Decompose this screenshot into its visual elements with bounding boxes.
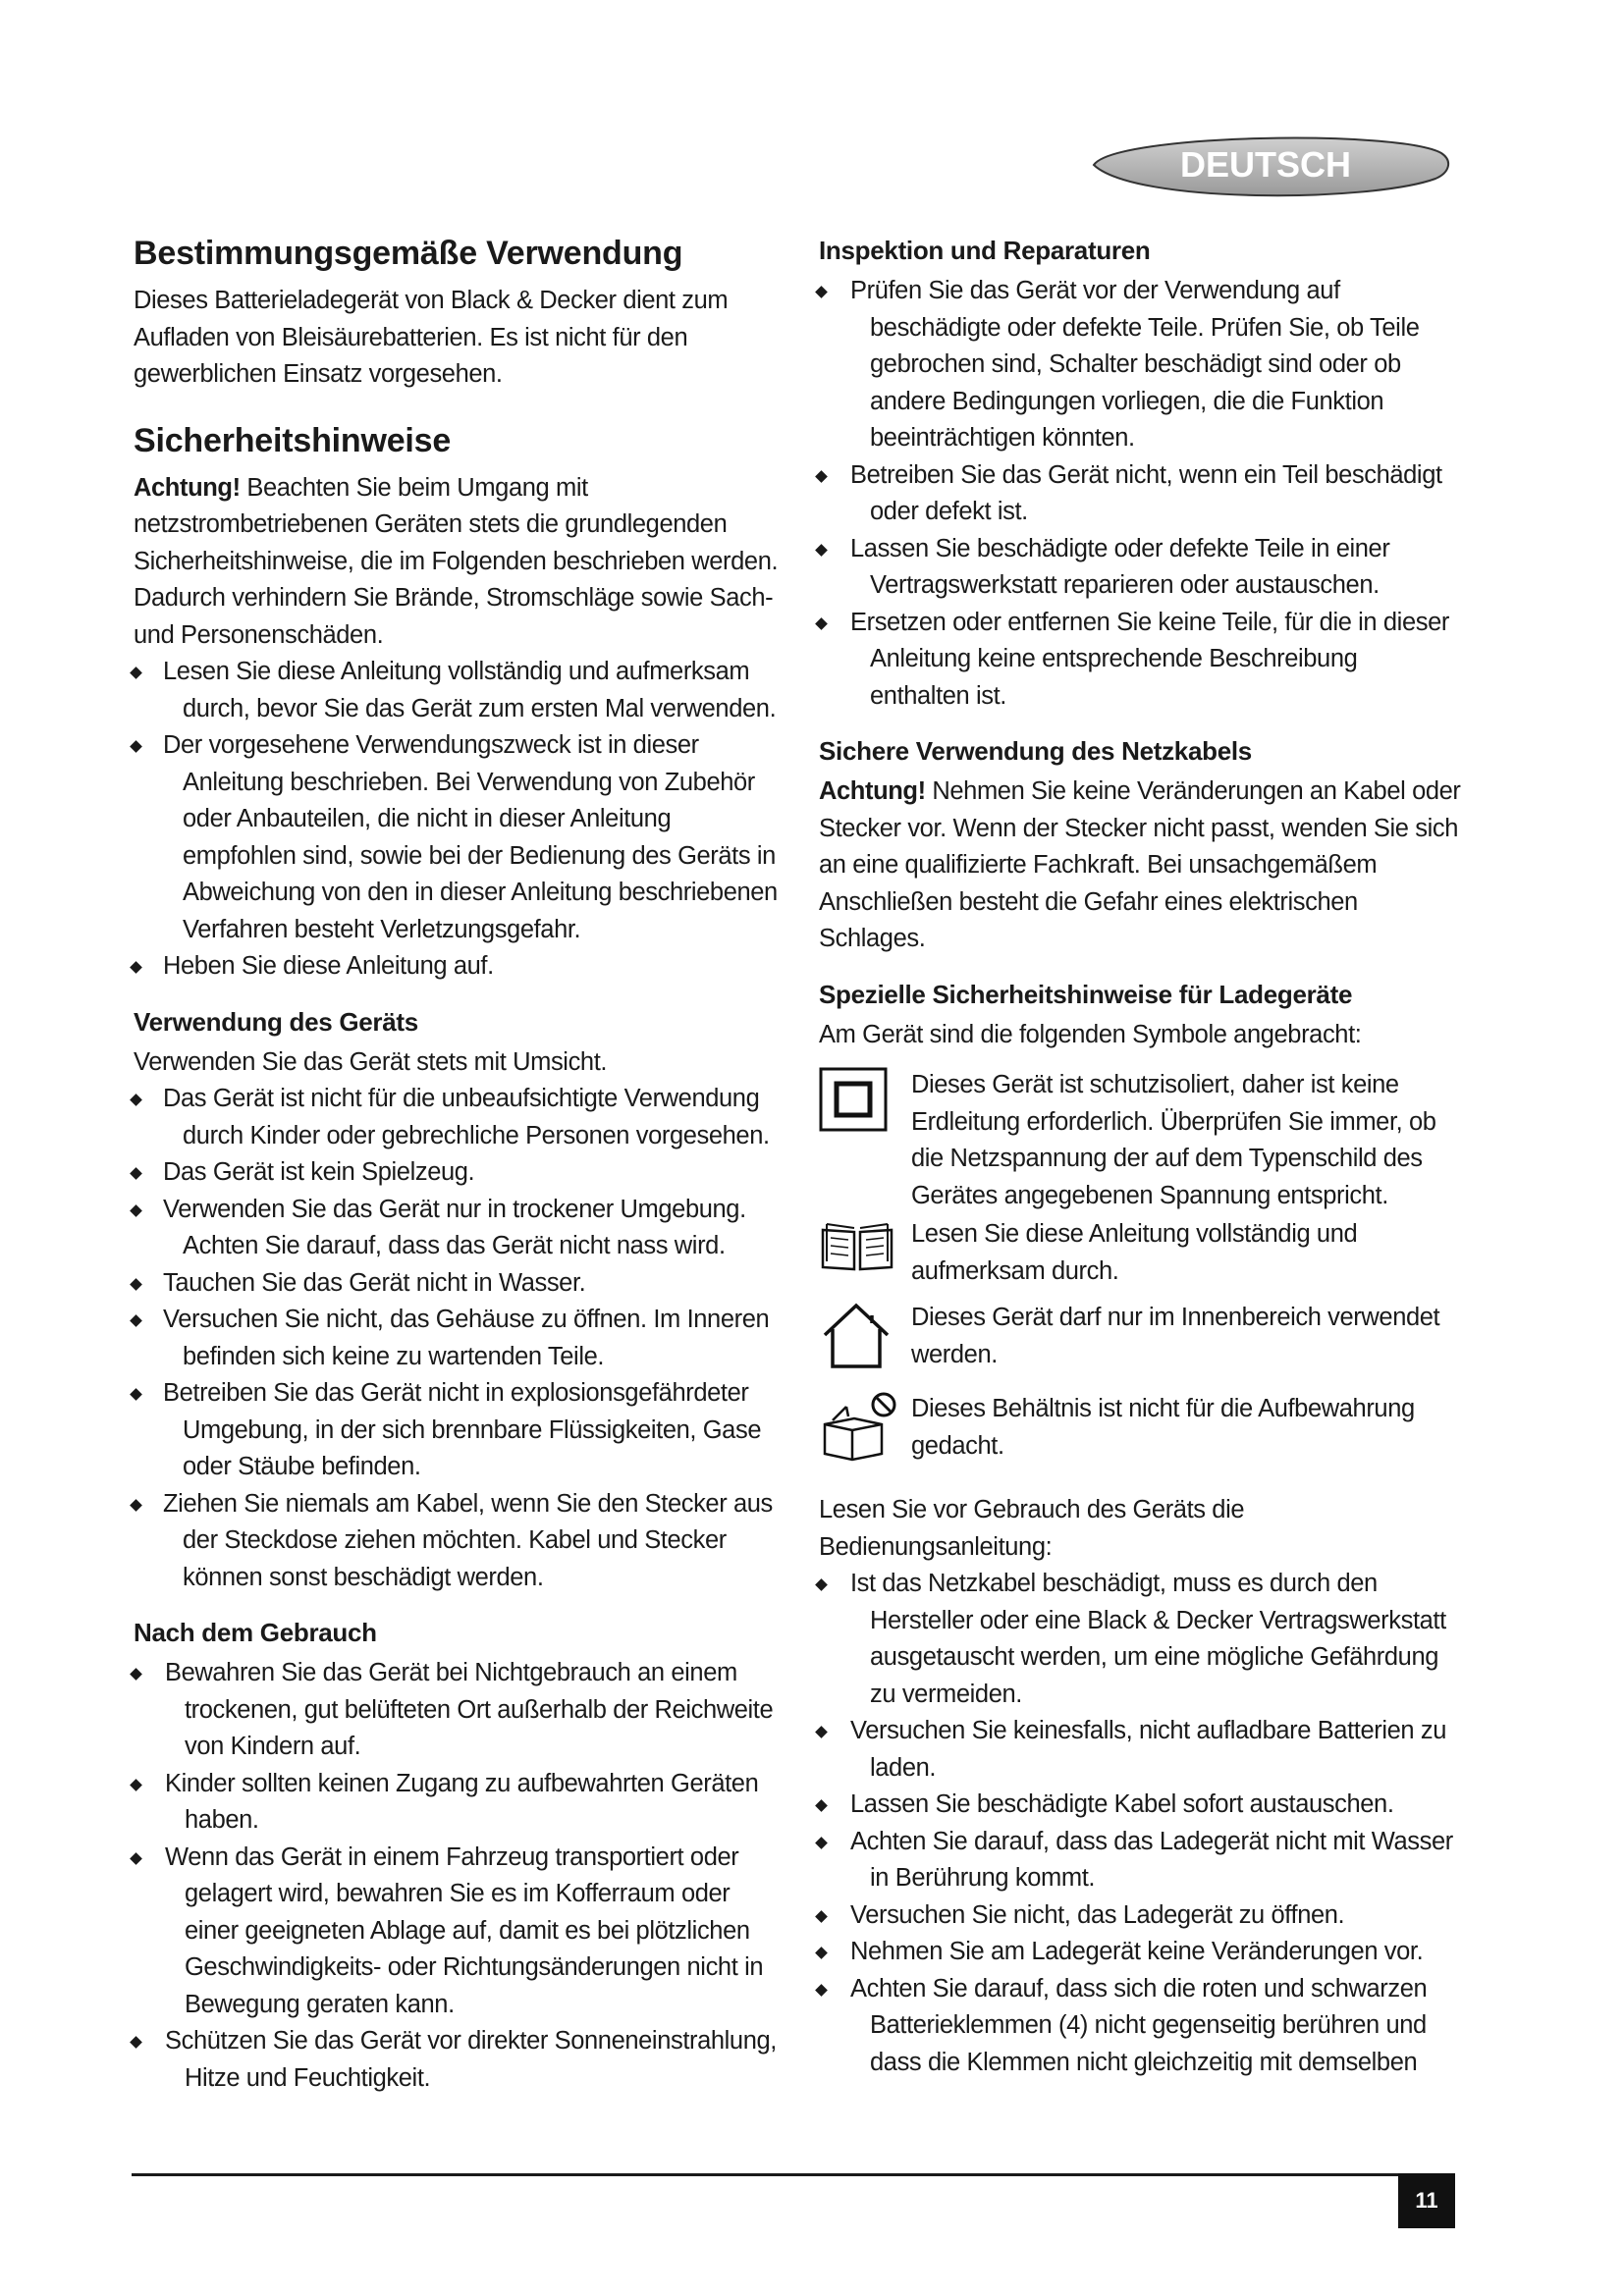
bullet-diamond-icon [815,1947,828,1959]
heading-cable: Sichere Verwendung des Netzkabels [819,736,1252,766]
bullet-diamond-icon [130,1499,142,1512]
list-item [819,605,1461,716]
cable-warning [819,774,1461,958]
list-item [134,1154,782,1192]
symbol-text: Dieses Gerät ist schutzisoliert, daher ist keine Erdleitung erforderlich. Überprüfen Sie immer, ob die Netzspannung der auf dem Typenschild des Gerätes angegebenen Spannung entspricht. [911,1071,1436,1209]
bullet-diamond-icon [815,1799,828,1812]
page-number: 11 [1398,2173,1455,2228]
safety-warning-label: Achtung! [134,473,241,502]
list-item-text: Achten Sie darauf, dass sich die roten und schwarzen Batterieklemmen (4) nicht gegenseitig berühren und dass die Klemmen nicht gleichzeitig mit demselben [850,1974,1428,2076]
bullet-diamond-icon [815,1910,828,1923]
list-item [819,1971,1461,2082]
read-manual-icon [819,1216,901,1273]
bullet-diamond-icon [130,1668,142,1681]
list-item-text: Ist das Netzkabel beschädigt, muss es durch den Hersteller oder eine Black & Decker Vertragswerkstatt ausgetauscht werden, um eine mögliche Gefährdung zu vermeiden. [850,1570,1446,1708]
safety-bullet-list [134,654,782,986]
language-tab-shape [1076,128,1451,202]
bullet-diamond-icon [130,1094,142,1106]
language-tab-label: DEUTSCH [1179,144,1352,185]
list-item [819,1824,1461,1897]
list-item-text: Nehmen Sie am Ladegerät keine Veränderungen vor. [850,1938,1424,1965]
heading-charger: Spezielle Sicherheitshinweise für Ladegeräte [819,979,1353,1009]
before-use-text: Lesen Sie vor Gebrauch des Geräts die Bedienungsanleitung: [819,1496,1245,1561]
list-item [819,1713,1461,1787]
list-item [819,457,1461,531]
bullet-diamond-icon [815,544,828,557]
list-item-text: Kinder sollten keinen Zugang zu aufbewahrten Geräten haben. [165,1769,759,1834]
list-item [134,1375,782,1486]
footer-rule [132,2173,1453,2176]
list-item-text: Betreiben Sie das Gerät nicht, wenn ein Teil beschädigt oder defekt ist. [850,460,1442,525]
double-insulation-icon [819,1067,901,1132]
list-item [134,1655,782,1766]
symbol-row [819,1391,1461,1465]
list-item [134,654,782,727]
bullet-diamond-icon [130,740,142,753]
list-item-text: Das Gerät ist kein Spielzeug. [163,1158,475,1186]
list-item-text: Heben Sie diese Anleitung auf. [163,952,494,980]
cable-warning-text: Nehmen Sie keine Veränderungen an Kabel oder Stecker vor. Wenn der Stecker nicht passt, wenden Sie sich an eine qualifizierte Fachkraft. Bei unsachgemäßem Anschließen besteht die Gefahr eines elektrischen Schlages. [819,777,1461,952]
list-item-text: Schützen Sie das Gerät vor direkter Sonneneinstrahlung, Hitze und Feuchtigkeit. [165,2027,777,2092]
list-item [819,1934,1461,1971]
inspection-bullet-list [819,273,1461,715]
heading-use: Verwendung des Geräts [134,1006,418,1037]
list-item [134,1840,782,2024]
heading-after-use: Nach dem Gebrauch [134,1618,377,1647]
bullet-diamond-icon [130,1388,142,1401]
left-column [134,234,782,2097]
intended-use-text: Dieses Batterieladegerät von Black & Decker dient zum Aufladen von Bleisäurebatterien. Es ist nicht für den gewerblichen Einsatz vorgesehen. [134,287,729,388]
bullet-diamond-icon [130,2036,142,2049]
list-item-text: Betreiben Sie das Gerät nicht in explosionsgefährdeter Umgebung, in der sich brennbare Flüssigkeiten, Gase oder Stäube befinden. [163,1379,762,1480]
right-column [819,234,1461,2081]
list-item-text: Das Gerät ist nicht für die unbeaufsichtigte Verwendung durch Kinder oder gebrechliche Personen vorgesehen. [163,1085,770,1149]
bullet-diamond-icon [815,617,828,630]
symbol-row [819,1067,1461,1214]
list-item [134,1192,782,1265]
list-item-text: Wenn das Gerät in einem Fahrzeug transportiert oder gelagert wird, bewahren Sie es im Kofferraum oder einer geeigneten Ablage auf, damit es bei plötzlichen Geschwindigkeits- oder Richtungsänderungen nicht in Bewegung geraten kann. [165,1842,764,2018]
bullet-diamond-icon [815,1578,828,1591]
bullet-diamond-icon [130,1779,142,1791]
list-item-text: Versuchen Sie nicht, das Ladegerät zu öffnen. [850,1900,1345,1929]
symbol-text: Lesen Sie diese Anleitung vollständig und aufmerksam durch. [911,1220,1358,1285]
heading-intended-use: Bestimmungsgemäße Verwendung [134,235,683,272]
list-item [819,531,1461,605]
bullet-diamond-icon [130,1167,142,1180]
list-item-text: Bewahren Sie das Gerät bei Nichtgebrauch an einem trockenen, gut belüfteten Ort außerhalb der Reichweite von Kindern auf. [165,1659,774,1760]
list-item [134,1766,782,1840]
list-item [134,1265,782,1303]
language-tab [1076,128,1451,202]
list-item-text: Tauchen Sie das Gerät nicht in Wasser. [163,1268,586,1297]
list-item-text: Achten Sie darauf, dass das Ladegerät nicht mit Wasser in Berührung kommt. [850,1827,1453,1892]
list-item [819,1787,1461,1824]
indoor-use-icon [819,1300,901,1370]
list-item [134,1486,782,1597]
list-item [134,1302,782,1375]
bullet-diamond-icon [130,1278,142,1291]
bullet-diamond-icon [815,470,828,483]
list-item-text: Der vorgesehene Verwendungszweck ist in dieser Anleitung beschrieben. Bei Verwendung von Zubehör oder Anbauteilen, die nicht in dieser Anleitung empfohlen sind, sowie bei der Bedienung des Geräts in Abweichung von den in dieser Anleitung beschriebenen Verfahren besteht Verletzungsgefahr. [163,731,778,943]
heading-inspection: Inspektion und Reparaturen [819,236,1151,265]
no-storage-icon [819,1391,901,1462]
list-item [819,273,1461,457]
list-item-text: Verwenden Sie das Gerät nur in trockener Umgebung. Achten Sie darauf, dass das Gerät nicht nass wird. [163,1195,746,1259]
list-item-text: Lassen Sie beschädigte oder defekte Teile in einer Vertragswerkstatt reparieren oder austauschen. [850,534,1390,599]
safety-warning-text: Beachten Sie beim Umgang mit netzstrombetriebenen Geräten stets die grundlegenden Sicherheitshinweise, die im Folgenden beschrieben werden. Dadurch verhindern Sie Brände, Stromschläge sowie Sach- und Personenschäden. [134,473,779,649]
use-intro: Verwenden Sie das Gerät stets mit Umsicht. [134,1047,608,1076]
list-item-text: Lesen Sie diese Anleitung vollständig und aufmerksam durch, bevor Sie das Gerät zum ersten Mal verwenden. [163,658,777,722]
symbol-row [819,1300,1461,1373]
bullet-diamond-icon [130,667,142,679]
list-item-text: Versuchen Sie nicht, das Gehäuse zu öffnen. Im Inneren befinden sich keine zu wartenden Teile. [163,1306,770,1370]
cable-warning-label: Achtung! [819,777,926,805]
bullet-diamond-icon [130,961,142,974]
list-item [134,948,782,986]
list-item [134,727,782,948]
bullet-diamond-icon [815,1837,828,1849]
symbol-row [819,1216,1461,1290]
symbol-text: Dieses Gerät darf nur im Innenbereich verwendet werden. [911,1304,1440,1368]
list-item-text: Ziehen Sie niemals am Kabel, wenn Sie den Stecker aus der Steckdose ziehen möchten. Kabel und Stecker können sonst beschädigt werden. [163,1489,773,1591]
bullet-diamond-icon [815,1984,828,1997]
list-item [819,1897,1461,1935]
heading-safety: Sicherheitshinweise [134,421,452,459]
bullet-diamond-icon [130,1204,142,1217]
bullet-diamond-icon [815,1726,828,1738]
symbols-intro: Am Gerät sind die folgenden Symbole angebracht: [819,1020,1362,1048]
safety-warning [134,470,782,655]
list-item-text: Prüfen Sie das Gerät vor der Verwendung auf beschädigte oder defekte Teile. Prüfen Sie, ob Teile gebrochen sind, Schalter beschädigt sind oder ob andere Bedingungen vorliegen, die die Funktion beeinträchtigen könnten. [850,277,1420,452]
after-use-bullet-list [134,1655,782,2097]
bullet-diamond-icon [815,286,828,298]
list-item-text: Versuchen Sie keinesfalls, nicht aufladbare Batterien zu laden. [850,1717,1446,1782]
list-item [819,1566,1461,1713]
list-item [134,2023,782,2097]
before-use-bullet-list [819,1566,1461,2081]
use-bullet-list [134,1081,782,1596]
bullet-diamond-icon [130,1852,142,1865]
list-item-text: Lassen Sie beschädigte Kabel sofort austauschen. [850,1790,1394,1818]
list-item-text: Ersetzen oder entfernen Sie keine Teile, für die in dieser Anleitung keine entsprechende Beschreibung enthalten ist. [850,608,1449,710]
bullet-diamond-icon [130,1314,142,1327]
list-item [134,1081,782,1154]
symbol-text: Dieses Behältnis ist nicht für die Aufbewahrung gedacht. [911,1395,1415,1460]
